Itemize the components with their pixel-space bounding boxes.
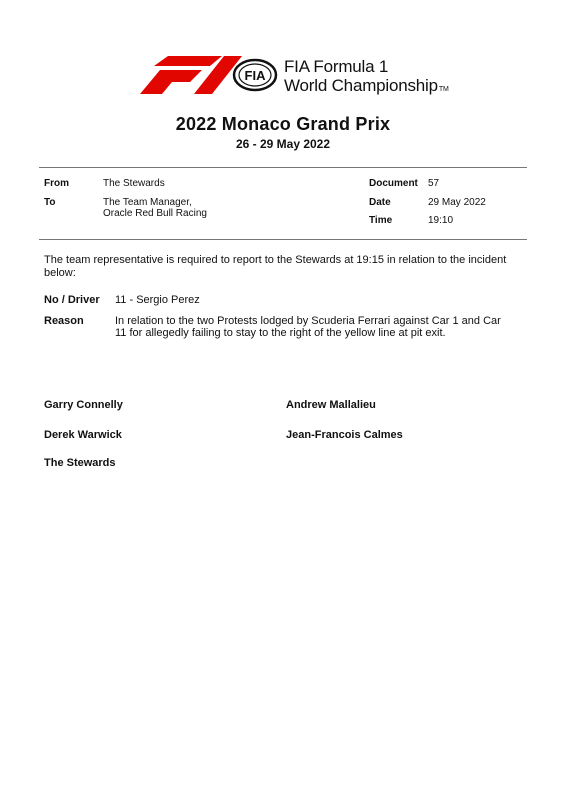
steward-signature-2: Andrew Mallalieu: [286, 399, 376, 411]
to-label: To: [44, 197, 56, 208]
event-dates: 26 - 29 May 2022: [235, 137, 331, 151]
steward-signature-1: Garry Connelly: [44, 399, 123, 411]
intro-paragraph: The team representative is required to report to the Stewards at 19:15 in relation to the incident below:: [44, 254, 507, 279]
date-label: Date: [369, 197, 391, 208]
document-number-label: Document: [369, 178, 418, 189]
page-title: 2022 Monaco Grand Prix: [175, 114, 391, 134]
steward-signature-3: Derek Warwick: [44, 429, 122, 441]
fia-logo-icon: [232, 58, 278, 92]
fia-logo-text: FIA: [244, 68, 266, 83]
driver-label: No / Driver: [44, 294, 100, 306]
divider-bottom: [39, 239, 527, 240]
time-label: Time: [369, 215, 393, 226]
divider-top: [39, 167, 527, 168]
from-value: The Stewards: [103, 178, 165, 189]
document-number-value: 57: [428, 178, 440, 189]
document-header: [0, 52, 566, 100]
brand-line-1: FIA Formula 1: [284, 57, 389, 76]
steward-signature-4: Jean-Francois Calmes: [286, 429, 403, 441]
reason-value: In relation to the two Protests lodged by Scuderia Ferrari against Car 1 and Car 11 for allegedly failing to stay to the right of the yellow line at pit exit.: [115, 315, 501, 339]
to-value-line-1: The Team Manager,: [103, 197, 192, 208]
to-value-line-2: Oracle Red Bull Racing: [103, 208, 207, 219]
f1-logo-icon: [132, 56, 242, 94]
reason-label: Reason: [44, 315, 84, 327]
from-label: From: [44, 178, 69, 189]
stewards-closing: The Stewards: [44, 457, 116, 469]
date-value: 29 May 2022: [428, 197, 486, 208]
time-value: 19:10: [428, 215, 454, 226]
brand-line-2: [284, 76, 449, 96]
driver-value: 11 - Sergio Perez: [115, 294, 200, 306]
trademark-mark: TM: [438, 86, 449, 93]
brand-line-2-text: World Championship: [284, 76, 438, 95]
